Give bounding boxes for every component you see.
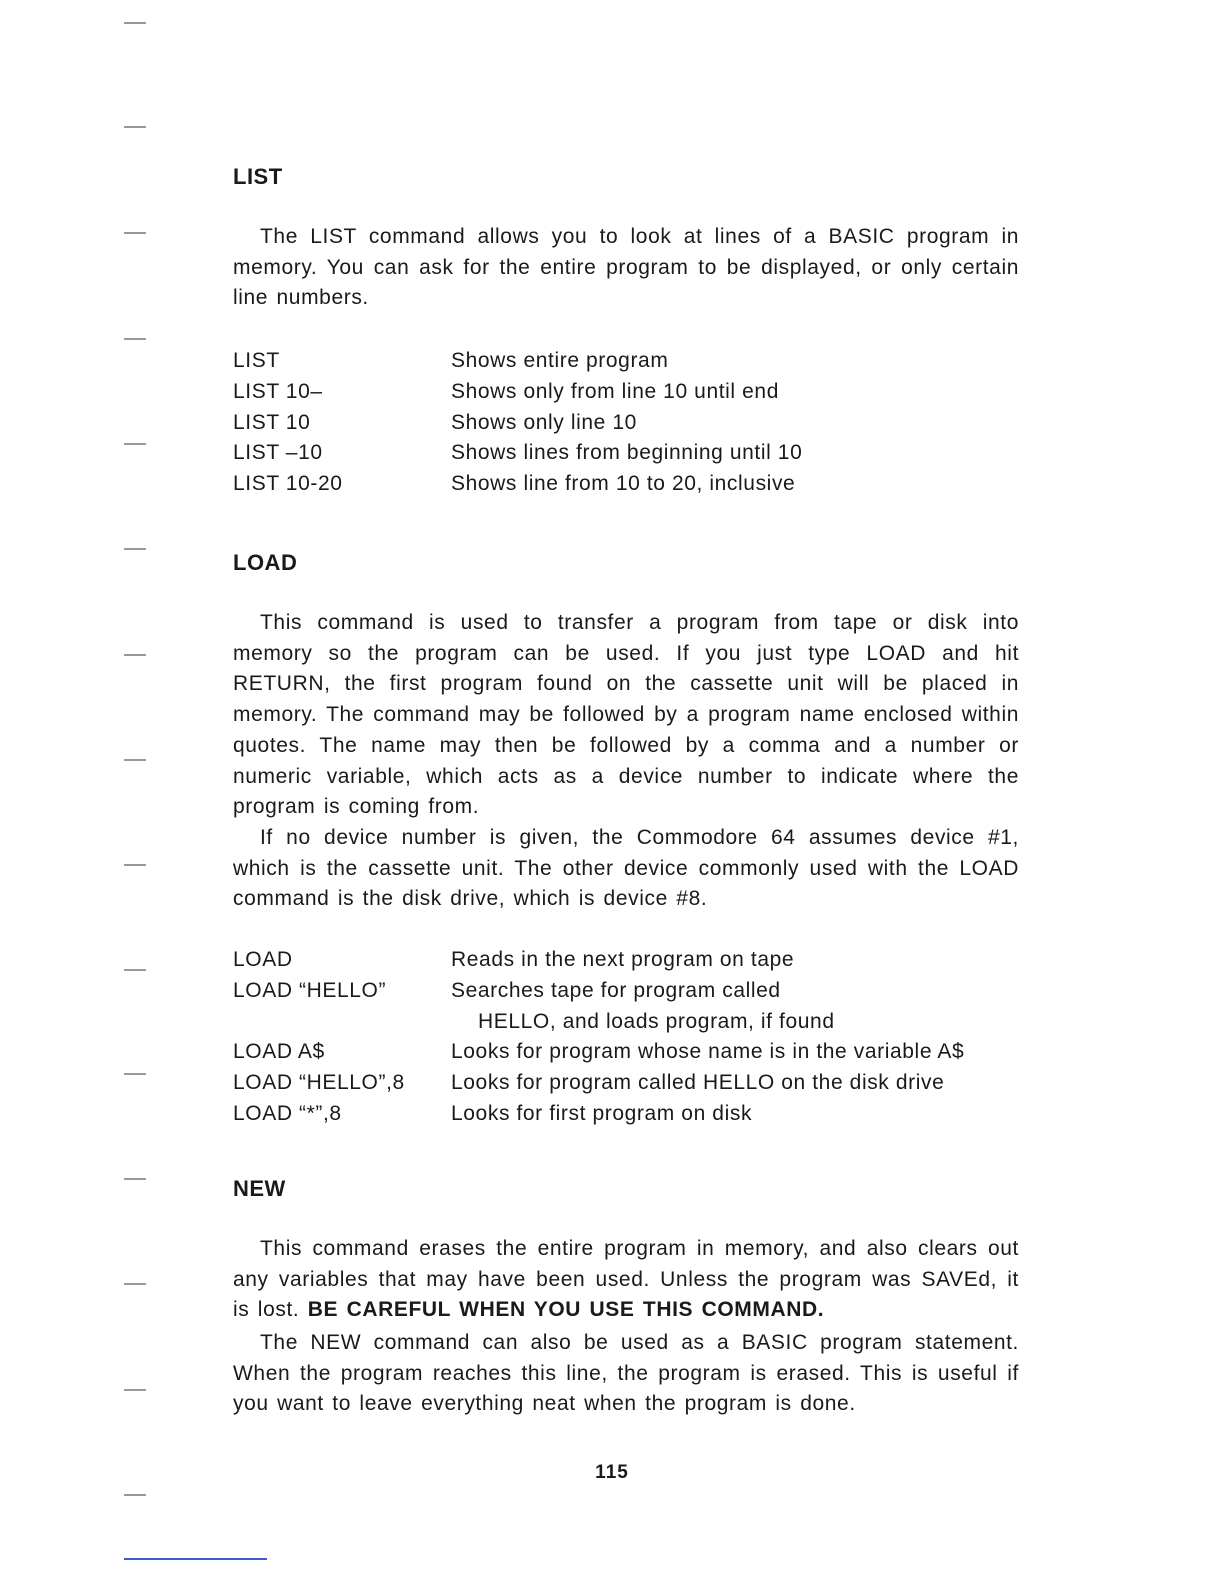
margin-mark bbox=[124, 1389, 146, 1391]
margin-mark bbox=[124, 443, 146, 445]
command-cell: LIST 10-20 bbox=[233, 472, 343, 496]
list-intro: The LIST command allows you to look at lines of a BASIC program in memory. You can ask for the entire program to be displayed, or only certain line numbers. bbox=[233, 225, 1019, 310]
load-paragraph-1: This command is used to transfer a program from tape or disk into memory so the program can be used. If you just type LOAD and hit RETURN, the first program found on the cassette unit will be placed in memory. The command may be followed by a program name enclosed within quotes. The name may then be followed by a comma and a number or numeric variable, which acts as a device number to indicate where the program is coming from. bbox=[233, 611, 1019, 819]
description-cell: Shows line from 10 to 20, inclusive bbox=[451, 472, 796, 496]
table-row bbox=[233, 1068, 964, 1099]
table-row bbox=[233, 377, 802, 408]
margin-mark bbox=[124, 232, 146, 234]
margin-mark bbox=[124, 126, 146, 128]
table-row bbox=[233, 469, 802, 500]
command-cell: LIST –10 bbox=[233, 441, 323, 465]
margin-mark bbox=[124, 1073, 146, 1075]
page-number: 115 bbox=[595, 1462, 629, 1483]
table-row bbox=[233, 945, 964, 976]
table-row bbox=[233, 1099, 964, 1130]
margin-mark bbox=[124, 1494, 146, 1496]
description-cell: Looks for program called HELLO on the disk drive bbox=[451, 1071, 945, 1095]
load-heading: LOAD bbox=[233, 550, 298, 575]
table-row bbox=[233, 346, 802, 377]
margin-mark bbox=[124, 338, 146, 340]
description-cell: Shows lines from beginning until 10 bbox=[451, 441, 803, 465]
command-cell: LOAD “*”,8 bbox=[233, 1101, 342, 1125]
command-cell bbox=[233, 1007, 451, 1038]
command-cell: LOAD “HELLO” bbox=[233, 978, 387, 1002]
margin-mark bbox=[124, 1178, 146, 1180]
command-cell: LOAD “HELLO”,8 bbox=[233, 1071, 405, 1095]
description-cell: Searches tape for program called bbox=[451, 978, 781, 1002]
new-paragraph-1-text: This command erases the entire program in memory, and also clears out any variables that may have been used. Unless the program was SAVEd, it is lost. bbox=[233, 1237, 1019, 1322]
table-row bbox=[233, 1007, 964, 1038]
new-paragraph-2: The NEW command can also be used as a BASIC program statement. When the program reaches this line, the program is erased. This is useful if you want to leave everything neat when the program is done. bbox=[233, 1331, 1019, 1416]
description-cell: Reads in the next program on tape bbox=[451, 948, 795, 971]
margin-mark bbox=[124, 969, 146, 971]
margin-mark bbox=[124, 1283, 146, 1285]
margin-mark bbox=[124, 654, 146, 656]
warning-text: BE CAREFUL WHEN YOU USE THIS COMMAND. bbox=[307, 1298, 825, 1322]
description-cell: HELLO, and loads program, if found bbox=[478, 1009, 835, 1033]
load-command-table bbox=[233, 945, 964, 1130]
description-cell: Shows entire program bbox=[451, 349, 669, 372]
command-cell: LOAD bbox=[233, 948, 293, 971]
command-cell: LOAD A$ bbox=[233, 1040, 325, 1064]
load-paragraph-2: If no device number is given, the Commodore 64 assumes device #1, which is the cassette unit. The other device commonly used with the LOAD command is the disk drive, which is device #8. bbox=[233, 826, 1019, 911]
table-row bbox=[233, 438, 802, 469]
margin-mark bbox=[124, 864, 146, 866]
command-cell: LIST 10– bbox=[233, 379, 323, 403]
command-cell: LIST bbox=[233, 349, 280, 372]
table-row bbox=[233, 976, 964, 1007]
command-cell: LIST 10 bbox=[233, 410, 311, 434]
margin-mark bbox=[124, 22, 146, 24]
description-cell: Looks for first program on disk bbox=[451, 1101, 753, 1125]
new-paragraph-1 bbox=[233, 1234, 1019, 1326]
description-cell: Looks for program whose name is in the variable A$ bbox=[451, 1040, 965, 1064]
new-heading: NEW bbox=[233, 1176, 286, 1201]
table-row bbox=[233, 1037, 964, 1068]
list-command-table bbox=[233, 346, 802, 500]
margin-mark bbox=[124, 548, 146, 550]
description-cell: Shows only from line 10 until end bbox=[451, 379, 779, 403]
description-cell: Shows only line 10 bbox=[451, 410, 637, 434]
margin-mark bbox=[124, 759, 146, 761]
list-heading: LIST bbox=[233, 164, 283, 189]
bottom-rule bbox=[124, 1558, 267, 1560]
table-row bbox=[233, 408, 802, 439]
